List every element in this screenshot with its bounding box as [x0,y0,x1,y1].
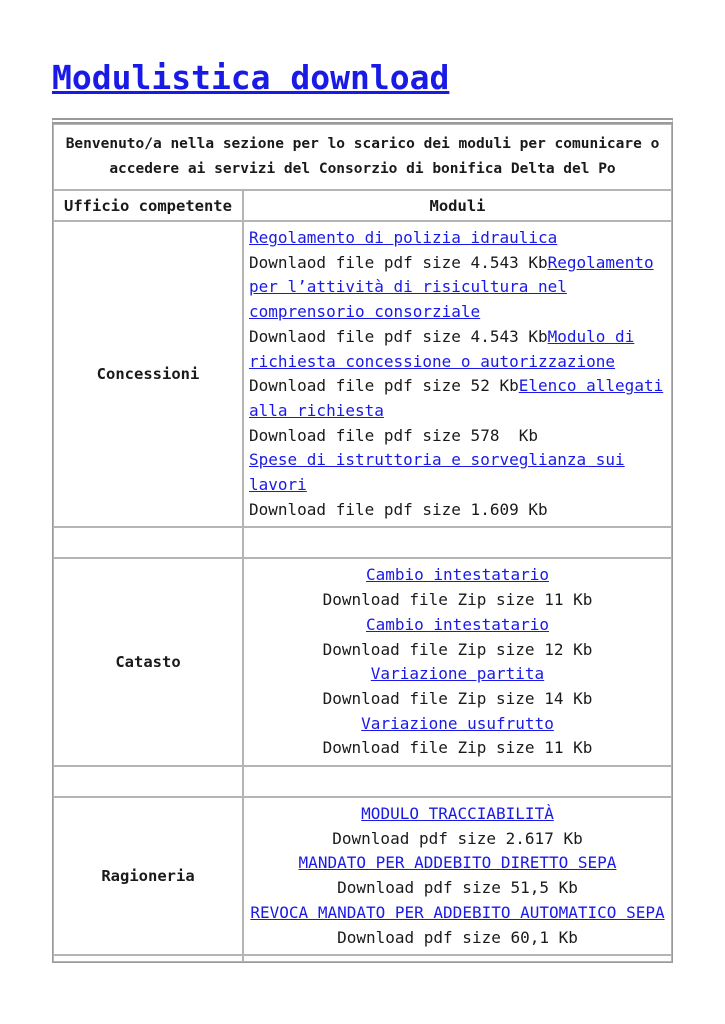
spacer-row [53,766,672,797]
module-info: Download pdf size 60,1 Kb [337,927,578,947]
modules-table [52,118,673,963]
module-link[interactable]: MANDATO PER ADDEBITO DIRETTO SEPA [298,853,617,873]
modules-concessioni [243,221,672,527]
empty-cell [243,766,672,797]
empty-cell [53,527,243,558]
spacer-row [53,527,672,558]
module-info: Download file pdf size 52 Kb [249,376,519,396]
module-info: Download file Zip size 11 Kb [322,590,593,610]
module-link[interactable]: Spese di istruttoria e sorveglianza sui lavori [249,450,625,495]
module-link[interactable]: Cambio intestatario [365,614,550,634]
empty-cell [243,955,672,962]
module-info: Download pdf size 2.617 Kb [332,828,583,848]
modules-ragioneria [243,797,672,955]
office-catasto: Catasto [53,558,243,766]
module-info: Download file pdf size 1.609 Kb [249,499,548,519]
module-info: Downlaod file pdf size 4.543 Kb [249,252,548,272]
module-link[interactable]: Variazione partita [370,664,545,684]
module-info: Download pdf size 51,5 Kb [337,878,578,898]
page-title-link[interactable]: Modulistica download [52,58,450,97]
empty-cell [243,527,672,558]
tail-row [53,955,672,962]
module-link[interactable]: Modulo di richiesta concessione o autorizzazione [249,326,635,371]
module-link[interactable]: Regolamento di polizia idraulica [249,228,558,247]
module-link[interactable]: Cambio intestatario [365,565,550,585]
section-row-ragioneria [53,797,672,955]
intro-row [53,124,672,190]
module-link[interactable]: MODULO TRACCIABILITÀ [361,804,554,824]
intro-text: Benvenuto/a nella sezione per lo scarico dei moduli per comunicare o accedere ai servizi del Consorzio di bonifica Delta del Po [53,124,672,190]
modules-catasto [243,558,672,766]
module-link[interactable]: Elenco allegati alla richiesta [249,376,664,420]
module-info: Downlaod file pdf size 4.543 Kb [249,326,548,346]
module-link[interactable]: REVOCA MANDATO PER ADDEBITO AUTOMATICO SEPA [250,902,665,922]
module-info: Download file Zip size 14 Kb [322,688,593,708]
empty-cell [53,955,243,962]
module-link[interactable]: Regolamento per l’attività di risicultura nel comprensorio consorziale [249,252,654,322]
section-row-catasto [53,558,672,766]
office-concessioni: Concessioni [53,221,243,527]
section-row-concessioni [53,221,672,527]
header-row [53,190,672,221]
header-modules: Moduli [243,190,672,221]
empty-cell [53,766,243,797]
module-info: Download file Zip size 11 Kb [322,738,593,758]
module-info: Download file pdf size 578 Kb [249,425,538,445]
module-link[interactable]: Variazione usufrutto [361,713,554,733]
page-title [52,56,449,100]
header-office: Ufficio competente [53,190,243,221]
office-ragioneria: Ragioneria [53,797,243,955]
module-info: Download file Zip size 12 Kb [322,639,593,659]
